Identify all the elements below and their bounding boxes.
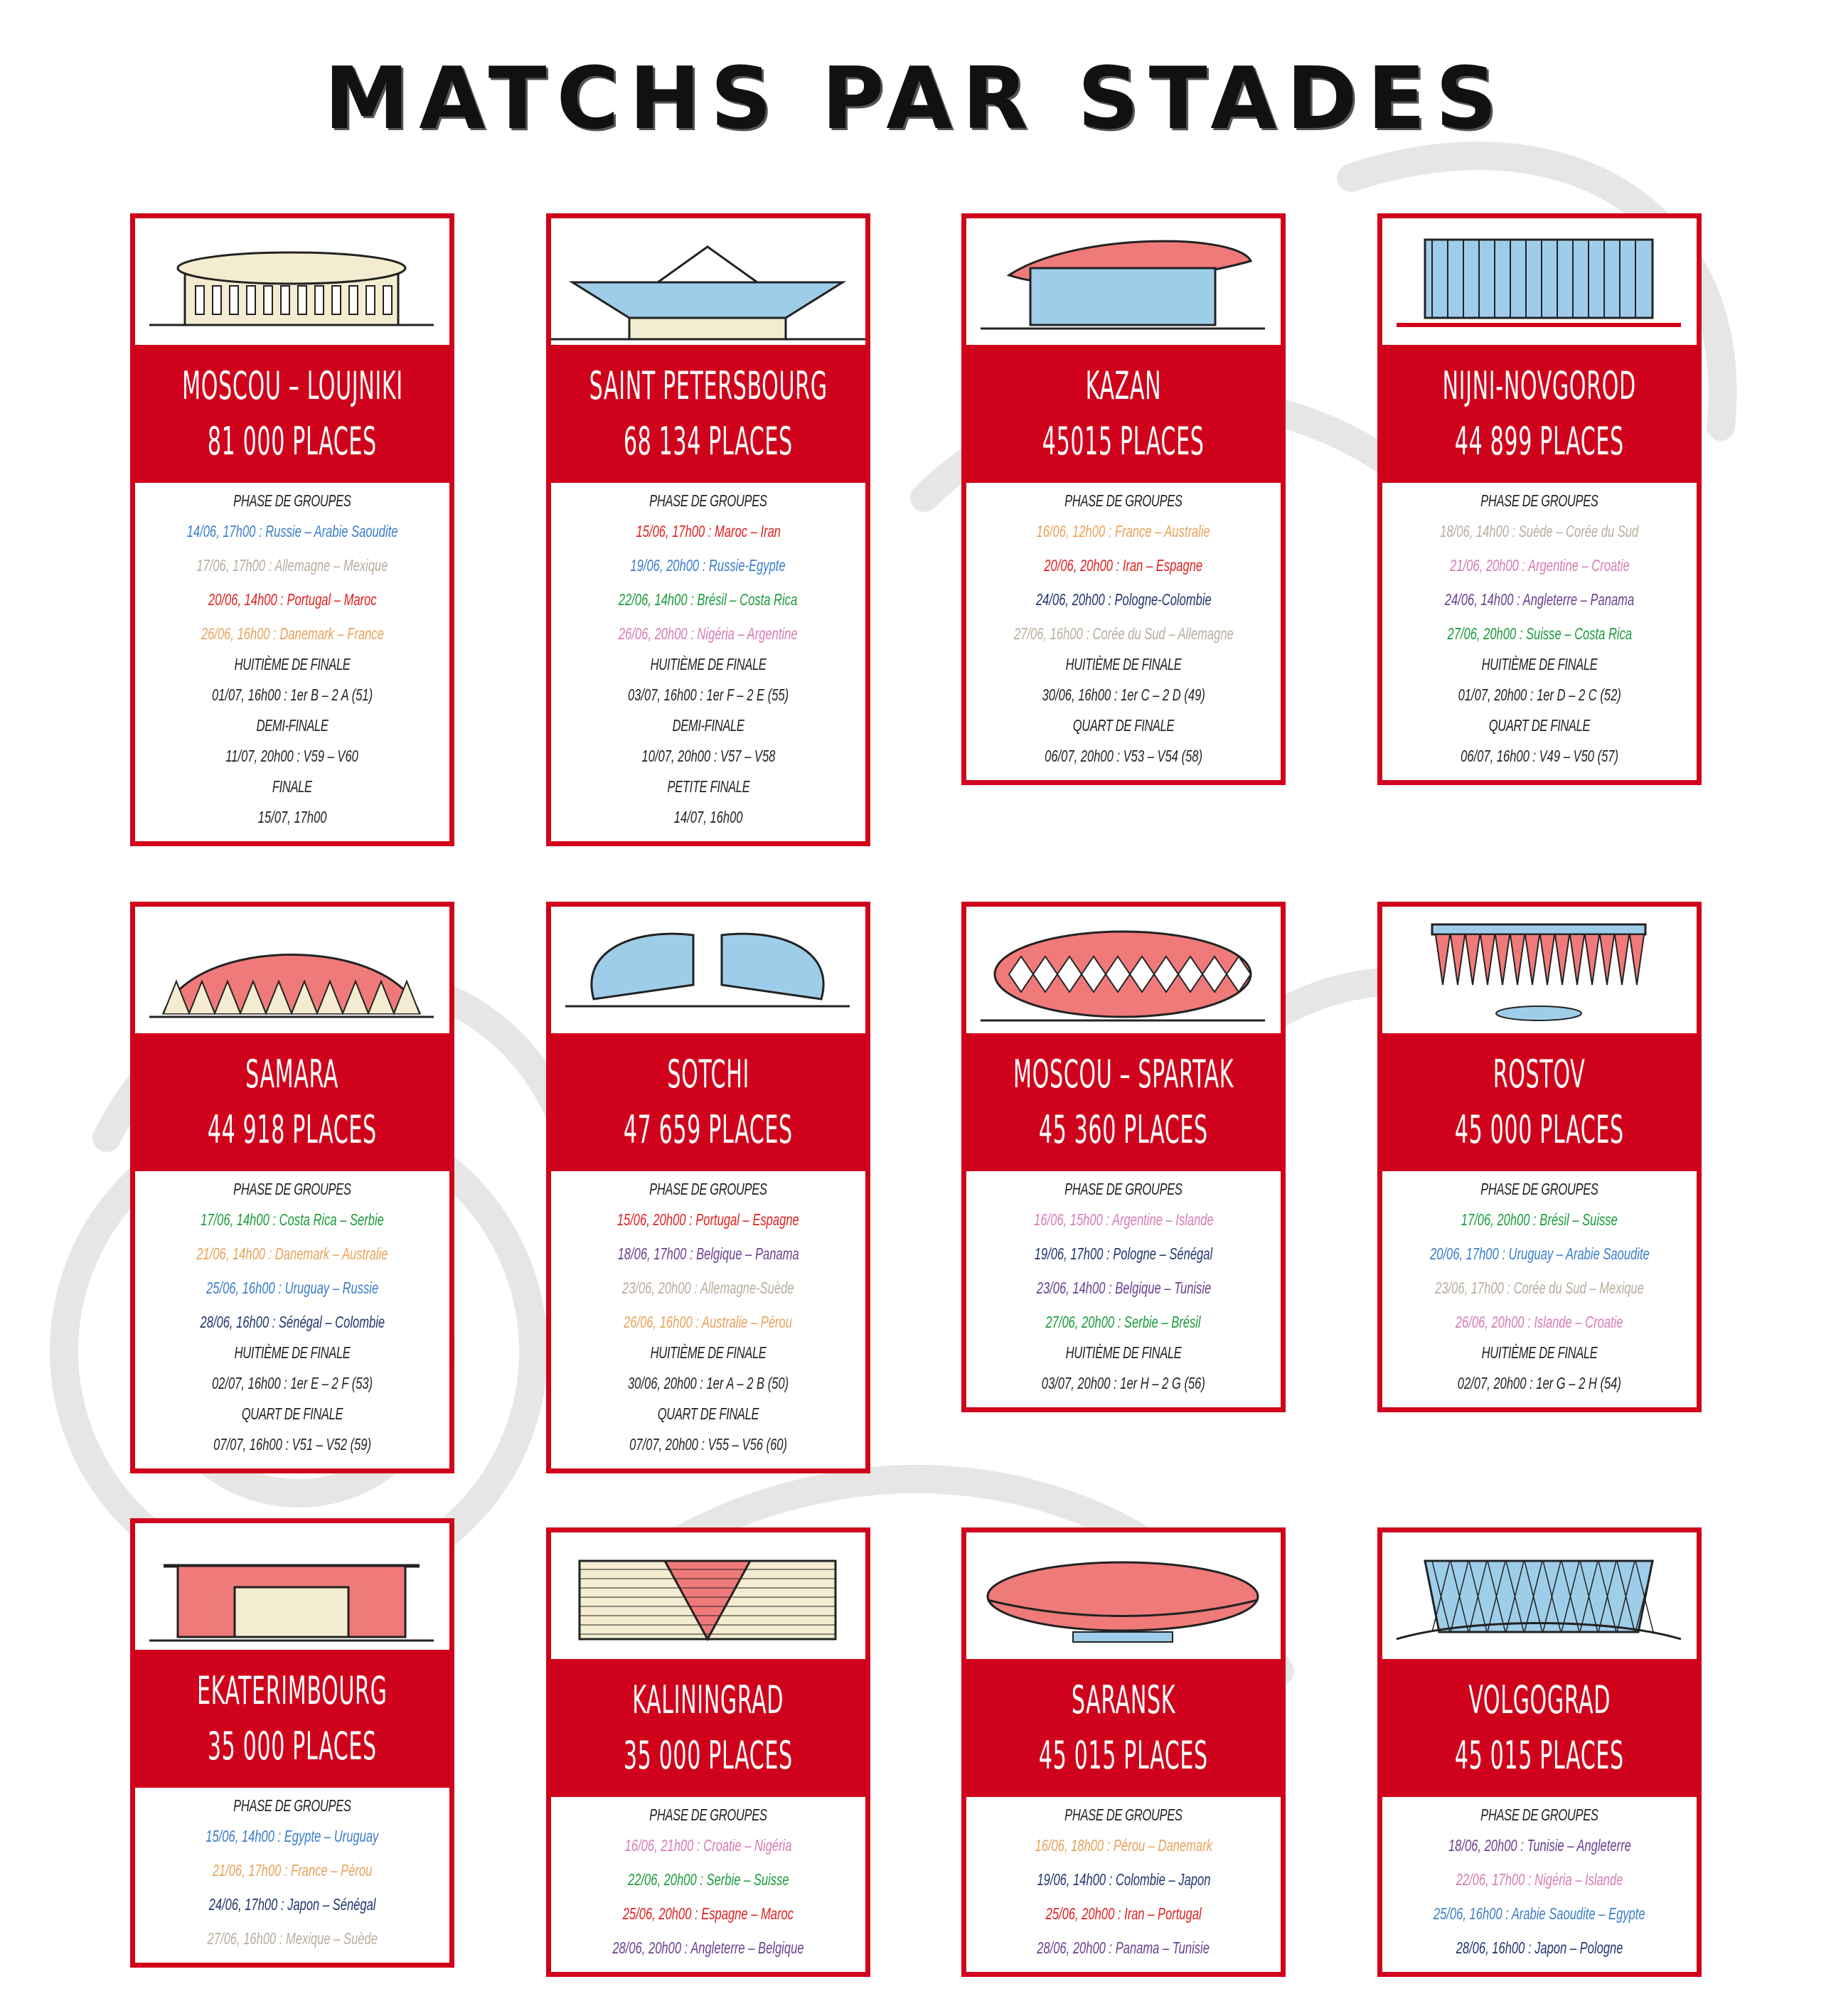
stadium-card — [1377, 213, 1702, 785]
match-list — [135, 1788, 449, 1963]
match-item: 26/06, 16h00 : Danemark – France — [201, 624, 384, 643]
stadium-banner — [966, 1033, 1281, 1171]
match-list — [966, 1797, 1281, 1972]
match-item: 26/06, 20h00 : Nigéria – Argentine — [619, 624, 798, 643]
match-item: 06/07, 20h00 : V53 – V54 (58) — [1045, 747, 1202, 765]
match-list — [551, 483, 865, 841]
stadium-banner — [1382, 1033, 1697, 1171]
phase-heading: HUITIÈME DE FINALE — [234, 1343, 351, 1362]
match-item: 28/06, 20h00 : Angleterre – Belgique — [612, 1938, 804, 1957]
stadium-capacity: 45 000 PLACES — [1455, 1107, 1624, 1152]
match-item: 30/06, 20h00 : 1er A – 2 B (50) — [627, 1374, 789, 1392]
stadium-capacity: 35 000 PLACES — [624, 1733, 793, 1778]
match-item: 27/06, 20h00 : Serbie – Brésil — [1045, 1313, 1202, 1331]
stadium-capacity: 44 918 PLACES — [208, 1107, 377, 1152]
stadium-card — [130, 902, 454, 1473]
stadium-illustration — [551, 907, 865, 1033]
stadium-illustration — [1382, 1532, 1697, 1659]
match-item: 19/06, 20h00 : Russie-Egypte — [630, 556, 786, 575]
match-item: 24/06, 20h00 : Pologne-Colombie — [1035, 590, 1212, 609]
stadium-banner — [135, 345, 449, 483]
stadium-banner — [135, 1650, 449, 1788]
match-list — [551, 1171, 865, 1468]
stadium-card — [961, 1527, 1286, 1977]
stadium-illustration — [1382, 907, 1697, 1033]
match-item: 21/06, 14h00 : Danemark – Australie — [196, 1244, 388, 1263]
match-item: 25/06, 20h00 : Iran – Portugal — [1045, 1904, 1202, 1923]
page-title: MATCHS PAR STADES — [324, 50, 1507, 149]
stadium-name: SAINT PETERSBOURG — [589, 363, 828, 408]
stadium-illustration — [1382, 218, 1697, 345]
stadium-banner — [1382, 1659, 1697, 1797]
match-item: 30/06, 16h00 : 1er C – 2 D (49) — [1042, 686, 1205, 704]
phase-heading: PHASE DE GROUPES — [233, 1796, 351, 1815]
match-item: 27/06, 20h00 : Suisse – Costa Rica — [1447, 624, 1632, 643]
stadium-card — [546, 213, 870, 846]
match-item: 15/06, 20h00 : Portugal – Espagne — [617, 1210, 799, 1229]
match-item: 15/06, 17h00 : Maroc – Iran — [636, 522, 781, 540]
match-item: 22/06, 17h00 : Nigéria – Islande — [1456, 1870, 1623, 1889]
stadium-capacity: 45015 PLACES — [1042, 419, 1205, 464]
phase-heading: HUITIÈME DE FINALE — [1065, 655, 1182, 673]
stadium-card — [1377, 1527, 1702, 1977]
match-item: 24/06, 17h00 : Japon – Sénégal — [208, 1895, 376, 1914]
phase-heading: QUART DE FINALE — [241, 1404, 343, 1423]
stadium-banner — [1382, 345, 1697, 483]
stadium-card — [546, 902, 870, 1473]
stadium-name: MOSCOU – LOUJNIKI — [181, 363, 403, 408]
match-item: 21/06, 17h00 : France – Pérou — [212, 1861, 373, 1879]
match-list — [966, 483, 1281, 780]
match-list — [1382, 1171, 1697, 1407]
match-item: 18/06, 14h00 : Suède – Corée du Sud — [1440, 522, 1639, 540]
match-item: 20/06, 20h00 : Iran – Espagne — [1044, 556, 1203, 575]
stadium-capacity: 45 015 PLACES — [1039, 1733, 1208, 1778]
match-item: 11/07, 20h00 : V59 – V60 — [225, 747, 359, 765]
phase-heading: PHASE DE GROUPES — [233, 1180, 351, 1198]
stadium-capacity: 45 360 PLACES — [1039, 1107, 1208, 1152]
match-item: 26/06, 16h00 : Australie – Pérou — [624, 1313, 793, 1331]
match-item: 23/06, 17h00 : Corée du Sud – Mexique — [1435, 1279, 1644, 1297]
match-item: 27/06, 16h00 : Mexique – Suède — [207, 1929, 378, 1948]
match-item: 28/06, 16h00 : Japon – Pologne — [1456, 1938, 1623, 1957]
stadium-illustration — [135, 218, 449, 345]
stadium-card — [961, 902, 1286, 1412]
stadium-name: NIJNI-NOVGOROD — [1442, 363, 1637, 408]
stadium-name: KAZAN — [1085, 363, 1162, 408]
phase-heading: PHASE DE GROUPES — [1064, 1180, 1183, 1198]
match-item: 17/06, 20h00 : Brésil – Suisse — [1461, 1210, 1618, 1229]
match-list — [551, 1797, 865, 1972]
match-item: 21/06, 20h00 : Argentine – Croatie — [1449, 556, 1630, 575]
stadium-card — [130, 213, 454, 846]
stadium-card — [546, 1527, 870, 1977]
stadium-capacity: 44 899 PLACES — [1455, 419, 1624, 464]
stadium-name: KALININGRAD — [632, 1678, 784, 1722]
stadium-illustration — [966, 1532, 1281, 1659]
match-item: 16/06, 18h00 : Pérou – Danemark — [1035, 1836, 1212, 1855]
match-item: 20/06, 14h00 : Portugal – Maroc — [208, 590, 377, 609]
stadium-card — [1377, 902, 1702, 1412]
match-item: 19/06, 14h00 : Colombie – Japon — [1037, 1870, 1210, 1889]
phase-heading: PHASE DE GROUPES — [1480, 1180, 1598, 1198]
stadium-name: SAMARA — [245, 1052, 339, 1097]
stadium-illustration — [966, 218, 1281, 345]
stadium-name: SARANSK — [1071, 1678, 1176, 1722]
phase-heading: PHASE DE GROUPES — [1480, 491, 1598, 510]
phase-heading: PHASE DE GROUPES — [649, 1180, 767, 1198]
phase-heading: PHASE DE GROUPES — [1480, 1806, 1598, 1824]
match-item: 14/07, 16h00 — [673, 808, 743, 826]
stadium-capacity: 81 000 PLACES — [208, 419, 377, 464]
phase-heading: PHASE DE GROUPES — [649, 491, 767, 510]
stadium-illustration — [966, 907, 1281, 1033]
match-item: 27/06, 16h00 : Corée du Sud – Allemagne — [1013, 624, 1234, 643]
phase-heading: PHASE DE GROUPES — [649, 1806, 767, 1824]
match-item: 19/06, 17h00 : Pologne – Sénégal — [1034, 1244, 1213, 1263]
match-item: 22/06, 14h00 : Brésil – Costa Rica — [619, 590, 798, 609]
match-item: 01/07, 16h00 : 1er B – 2 A (51) — [211, 686, 373, 704]
match-item: 02/07, 16h00 : 1er E – 2 F (53) — [211, 1374, 373, 1392]
phase-heading: PHASE DE GROUPES — [1064, 491, 1183, 510]
phase-heading: QUART DE FINALE — [657, 1404, 759, 1423]
stadium-banner — [135, 1033, 449, 1171]
phase-heading: HUITIÈME DE FINALE — [1481, 655, 1598, 673]
match-item: 23/06, 20h00 : Allemagne-Suède — [622, 1279, 794, 1297]
match-item: 28/06, 16h00 : Sénégal – Colombie — [200, 1313, 385, 1331]
stadium-banner — [966, 1659, 1281, 1797]
phase-heading: DEMI-FINALE — [672, 716, 744, 735]
match-item: 03/07, 20h00 : 1er H – 2 G (56) — [1041, 1374, 1206, 1392]
match-list — [1382, 1797, 1697, 1972]
stadium-capacity: 47 659 PLACES — [624, 1107, 793, 1152]
match-item: 22/06, 20h00 : Serbie – Suisse — [627, 1870, 789, 1889]
match-item: 24/06, 14h00 : Angleterre – Panama — [1444, 590, 1635, 609]
phase-heading: DEMI-FINALE — [256, 716, 329, 735]
match-list — [135, 483, 449, 841]
match-item: 03/07, 16h00 : 1er F – 2 E (55) — [627, 686, 789, 704]
match-item: 16/06, 15h00 : Argentine – Islande — [1033, 1210, 1214, 1229]
match-item: 10/07, 20h00 : V57 – V58 — [641, 747, 775, 765]
stadium-illustration — [551, 218, 865, 345]
match-item: 26/06, 20h00 : Islande – Croatie — [1456, 1313, 1623, 1331]
stadium-illustration — [135, 907, 449, 1033]
stadium-card — [961, 213, 1286, 785]
stadium-banner — [551, 345, 865, 483]
match-list — [966, 1171, 1281, 1407]
match-item: 28/06, 20h00 : Panama – Tunisie — [1037, 1938, 1210, 1957]
phase-heading: HUITIÈME DE FINALE — [650, 1343, 767, 1362]
stadium-capacity: 45 015 PLACES — [1455, 1733, 1624, 1778]
phase-heading: QUART DE FINALE — [1072, 716, 1175, 735]
match-item: 20/06, 17h00 : Uruguay – Arabie Saoudite — [1429, 1244, 1650, 1263]
phase-heading: PHASE DE GROUPES — [1064, 1806, 1183, 1824]
stadium-name: EKATERIMBOURG — [197, 1668, 388, 1713]
phase-heading: HUITIÈME DE FINALE — [1481, 1343, 1598, 1362]
stadium-banner — [966, 345, 1281, 483]
match-item: 16/06, 12h00 : France – Australie — [1036, 522, 1211, 540]
match-item: 01/07, 20h00 : 1er D – 2 C (52) — [1458, 686, 1621, 704]
match-item: 18/06, 17h00 : Belgique – Panama — [617, 1244, 799, 1263]
match-list — [135, 1171, 449, 1468]
match-item: 25/06, 20h00 : Espagne – Maroc — [622, 1904, 794, 1923]
phase-heading: HUITIÈME DE FINALE — [234, 655, 351, 673]
match-item: 02/07, 20h00 : 1er G – 2 H (54) — [1457, 1374, 1622, 1392]
phase-heading: PHASE DE GROUPES — [233, 491, 351, 510]
match-item: 16/06, 21h00 : Croatie – Nigéria — [624, 1836, 792, 1855]
match-item: 07/07, 16h00 : V51 – V52 (59) — [213, 1435, 371, 1454]
phase-heading: PETITE FINALE — [667, 777, 749, 796]
stadium-capacity: 68 134 PLACES — [624, 419, 793, 464]
match-item: 15/06, 14h00 : Egypte – Uruguay — [205, 1827, 379, 1845]
stadium-illustration — [551, 1532, 865, 1659]
phase-heading: QUART DE FINALE — [1488, 716, 1591, 735]
match-item: 06/07, 16h00 : V49 – V50 (57) — [1461, 747, 1618, 765]
match-list — [1382, 483, 1697, 780]
stadium-banner — [551, 1033, 865, 1171]
match-item: 18/06, 20h00 : Tunisie – Angleterre — [1448, 1836, 1631, 1855]
stadium-banner — [551, 1659, 865, 1797]
stadium-name: ROSTOV — [1493, 1052, 1586, 1097]
match-item: 25/06, 16h00 : Arabie Saoudite – Egypte — [1434, 1904, 1645, 1923]
stadium-name: VOLGOGRAD — [1468, 1678, 1611, 1722]
stadium-capacity: 35 000 PLACES — [208, 1724, 377, 1769]
stadium-card — [130, 1518, 454, 1968]
match-item: 23/06, 14h00 : Belgique – Tunisie — [1036, 1279, 1211, 1297]
phase-heading: HUITIÈME DE FINALE — [1065, 1343, 1182, 1362]
match-item: 25/06, 16h00 : Uruguay – Russie — [205, 1279, 379, 1297]
phase-heading: HUITIÈME DE FINALE — [650, 655, 767, 673]
phase-heading: FINALE — [272, 777, 312, 796]
stadium-illustration — [135, 1523, 449, 1650]
stadium-name: SOTCHI — [667, 1052, 749, 1097]
match-item: 15/07, 17h00 — [257, 808, 327, 826]
match-item: 17/06, 14h00 : Costa Rica – Serbie — [201, 1210, 384, 1229]
match-item: 14/06, 17h00 : Russie – Arabie Saoudite — [186, 522, 398, 540]
stadium-name: MOSCOU – SPARTAK — [1013, 1052, 1234, 1097]
match-item: 07/07, 20h00 : V55 – V56 (60) — [629, 1435, 787, 1454]
match-item: 17/06, 17h00 : Allemagne – Mexique — [196, 556, 388, 575]
